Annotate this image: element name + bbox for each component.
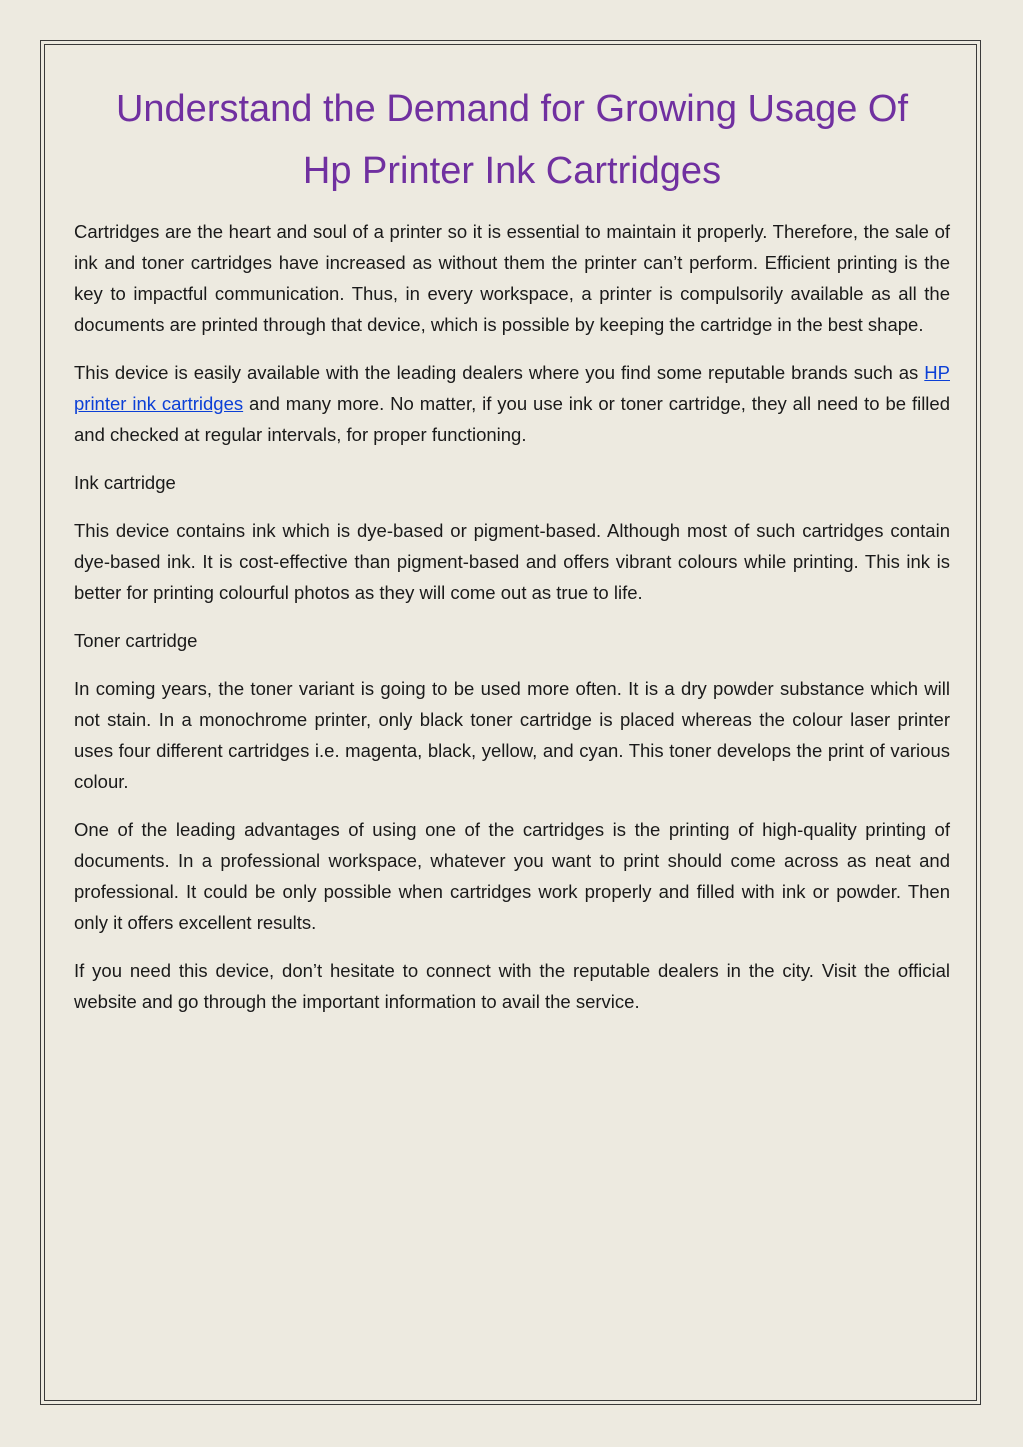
- paragraph-dealers: [74, 357, 950, 450]
- title-line-2: Hp Printer Ink Cartridges: [302, 150, 722, 192]
- paragraph-toner: In coming years, the toner variant is going to be used more often. It is a dry powder substance which will not stain. In a monochrome printer, only black toner cartridge is placed whereas the colour laser printer uses four different cartridges i.e. magenta, black, yellow, and cyan. This toner develops the print of various colour.: [74, 678, 950, 792]
- document-body: [74, 78, 950, 1034]
- heading-ink-cartridge: Ink cartridge: [74, 472, 176, 493]
- paragraph-closing: If you need this device, don’t hesitate to connect with the reputable dealers in the city. Visit the official website and go through the important information to avail the service.: [74, 960, 950, 1012]
- title-line-1: Understand the Demand for Growing Usage Of: [115, 88, 909, 130]
- document-title: [74, 78, 950, 202]
- paragraph-intro: Cartridges are the heart and soul of a printer so it is essential to maintain it properly. Therefore, the sale of ink and toner cartridges have increased as without them the printer can’t perform. Efficient printing is the key to impactful communication. Thus, in every workspace, a printer is compulsorily available as all the documents are printed through that device, which is possible by keeping the cartridge in the best shape.: [74, 221, 950, 335]
- paragraph-ink: This device contains ink which is dye-based or pigment-based. Although most of such cartridges contain dye-based ink. It is cost-effective than pigment-based and offers vibrant colours while printing. This ink is better for printing colourful photos as they will come out as true to life.: [74, 520, 950, 603]
- heading-toner-cartridge: Toner cartridge: [74, 630, 198, 651]
- hp-cartridges-link[interactable]: HP printer ink cartridges: [74, 362, 950, 414]
- paragraph-dealers-before: This device is easily available with the leading dealers where you find some reputable brands such as: [74, 362, 925, 383]
- paragraph-advantages: One of the leading advantages of using one of the cartridges is the printing of high-quality printing of documents. In a professional workspace, whatever you want to print should come across as neat and professional. It could be only possible when cartridges work properly and filled with ink or powder. Then only it offers excellent results.: [74, 819, 950, 933]
- paragraph-dealers-after: and many more. No matter, if you use ink or toner cartridge, they all need to be filled and checked at regular intervals, for proper functioning.: [74, 393, 950, 445]
